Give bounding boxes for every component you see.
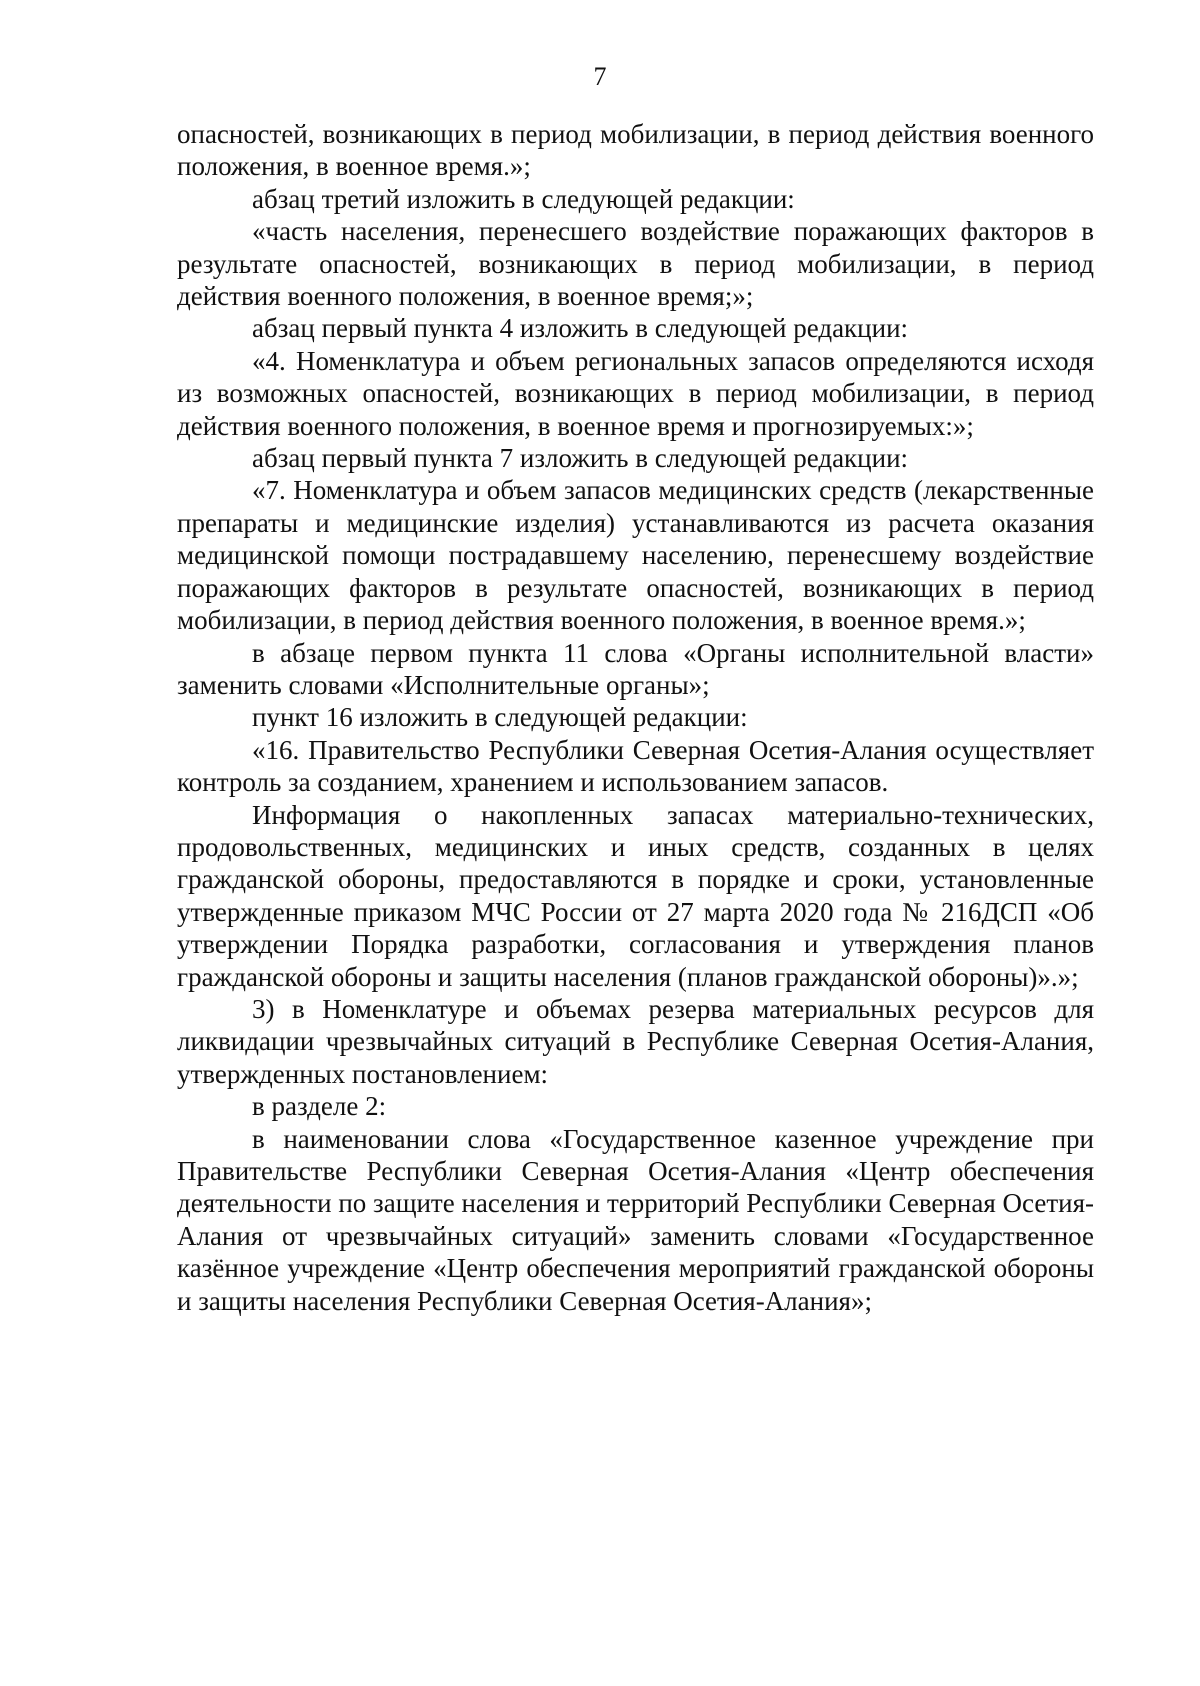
- paragraph-6: абзац первый пункта 7 изложить в следующей редакции:: [252, 443, 909, 474]
- paragraph-9: пункт 16 изложить в следующей редакции:: [252, 702, 748, 733]
- paragraph-5: «4. Номенклатура и объем региональных запасов определяются исходя из возможных опасностей, возникающих в период мобилизации, в период действия военного положения, в военное время и прогнозируемых:»;: [177, 345, 1094, 441]
- paragraph-14: в наименовании слова «Государственное казенное учреждение при Правительстве Республики Северная Осетия-Алания «Центр обеспечения деятельности по защите населения и территорий Республики Северная Осетия-Алания от чрезвычайных ситуаций» заменить словами «Государственное казённое учреждение «Центр обеспечения мероприятий гражданской обороны и защиты населения Республики Северная Осетия-Алания»;: [177, 1123, 1094, 1316]
- paragraph-4: абзац первый пункта 4 изложить в следующей редакции:: [252, 313, 909, 344]
- paragraph-2: абзац третий изложить в следующей редакции:: [252, 183, 795, 214]
- paragraph-8: в абзаце первом пункта 11 слова «Органы исполнительной власти» заменить словами «Исполнительные органы»;: [177, 637, 1094, 700]
- paragraph-7: «7. Номенклатура и объем запасов медицинских средств (лекарственные препараты и медицинские изделия) устанавливаются из расчета оказания медицинской помощи пострадавшему населению, перенесшему воздействие поражающих факторов в результате опасностей, возникающих в период мобилизации, в период действия военного положения, в военное время.»;: [177, 475, 1094, 636]
- paragraph-3: «часть населения, перенесшего воздействие поражающих факторов в результате опасностей, возникающих в период мобилизации, в период действия военного положения, в военное время;»;: [177, 216, 1094, 312]
- page-number: 7: [593, 62, 607, 91]
- paragraph-10: «16. Правительство Республики Северная Осетия-Алания осуществляет контроль за созданием, хранением и использованием запасов.: [177, 734, 1094, 798]
- paragraph-13: в разделе 2:: [252, 1091, 387, 1122]
- paragraph-12: 3) в Номенклатуре и объемах резерва материальных ресурсов для ликвидации чрезвычайных ситуаций в Республике Северная Осетия-Алания, утвержденных постановлением:: [177, 993, 1094, 1089]
- paragraph-11: Информация о накопленных запасах материально-технических, продовольственных, медицинских и иных средств, созданных в целях гражданской обороны, предоставляются в порядке и сроки, установленные утвержденные приказом МЧС России от 27 марта 2020 года № 216ДСП «Об утверждении Порядка разработки, согласования и утверждения планов гражданской обороны и защиты населения (планов гражданской обороны)».»;: [177, 799, 1094, 992]
- paragraph-1: опасностей, возникающих в период мобилизации, в период действия военного положения, в военное время.»;: [177, 119, 1094, 182]
- document-body: [177, 118, 1094, 1317]
